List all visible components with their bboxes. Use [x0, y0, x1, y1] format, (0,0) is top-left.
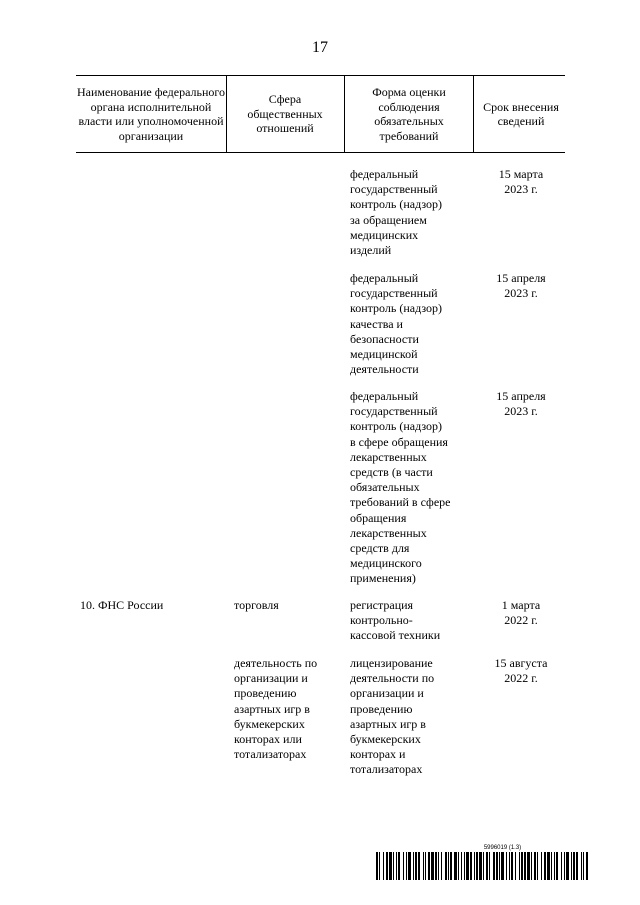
barcode-bar — [376, 852, 378, 880]
barcode-bar — [499, 852, 500, 880]
header-organization: Наименование федерального органа исполнительной власти или уполномоченной организации — [76, 85, 226, 143]
barcode-bar — [379, 852, 380, 880]
barcode-bar — [428, 852, 430, 880]
row-form: лицензирование деятельности по организации и проведению азартных игр в букмекерских конторах и тотализаторах — [350, 656, 435, 777]
header-sphere: Сфера общественных отношений — [247, 92, 323, 136]
barcode-bar — [586, 852, 588, 880]
barcode-bar — [519, 852, 520, 880]
barcode-bar — [541, 852, 542, 880]
row-form: федеральный государственный контроль (надзор) качества и безопасности медицинской деятельности — [350, 271, 442, 377]
barcode-bar — [464, 852, 465, 880]
barcode-bar — [408, 852, 411, 880]
barcode-bar — [493, 852, 495, 880]
barcode — [376, 845, 589, 885]
barcode-bar — [441, 852, 442, 880]
barcode-bar — [470, 852, 472, 880]
barcode-bar — [438, 852, 439, 880]
barcode-bar — [448, 852, 449, 880]
barcode-bar — [506, 852, 507, 880]
barcode-bar — [554, 852, 555, 880]
barcode-bar — [458, 852, 459, 880]
row-sphere: торговля — [234, 598, 279, 612]
barcode-bar — [509, 852, 510, 880]
row-form: федеральный государственный контроль (надзор) за обращением медицинских изделий — [350, 167, 442, 258]
barcode-bar — [496, 852, 498, 880]
barcode-bar — [564, 852, 565, 880]
barcode-bar — [396, 852, 397, 880]
header-assessment-form: Форма оценки соблюдения обязательных требований — [372, 85, 446, 143]
page-number: 17 — [312, 39, 328, 56]
table-header-bottom-rule — [76, 152, 565, 153]
barcode-bar — [476, 852, 478, 880]
barcode-bar — [445, 852, 447, 880]
barcode-bar — [474, 852, 475, 880]
barcode-bar — [571, 852, 572, 880]
row-date: 15 апреля 2023 г. — [496, 271, 546, 301]
barcode-bar — [566, 852, 569, 880]
barcode-bar — [403, 852, 404, 880]
barcode-bar — [524, 852, 526, 880]
row-organization: 10. ФНС России — [80, 598, 164, 612]
barcode-bar — [573, 852, 575, 880]
column-divider — [344, 75, 345, 153]
row-date: 15 апреля 2023 г. — [496, 389, 546, 419]
header-deadline: Срок внесения сведений — [483, 99, 559, 128]
barcode-bar — [551, 852, 552, 880]
barcode-bar — [454, 852, 457, 880]
barcode-bar — [431, 852, 434, 880]
barcode-bar — [576, 852, 578, 880]
barcode-caption: 5996019 (1.3) — [483, 845, 522, 851]
barcode-bar — [386, 852, 388, 880]
barcode-bar — [461, 852, 462, 880]
barcode-bar — [501, 852, 504, 880]
barcode-bar — [393, 852, 394, 880]
barcode-bar — [415, 852, 417, 880]
barcode-bar — [527, 852, 530, 880]
barcode-bar — [561, 852, 562, 880]
barcode-bar — [450, 852, 452, 880]
barcode-bar — [418, 852, 420, 880]
barcode-bar — [511, 852, 513, 880]
barcode-bar — [537, 852, 538, 880]
barcode-bar — [581, 852, 582, 880]
barcode-bar — [515, 852, 516, 880]
row-date: 15 августа 2022 г. — [494, 656, 548, 686]
barcode-bar — [583, 852, 584, 880]
barcode-bar — [486, 852, 488, 880]
barcode-bar — [479, 852, 482, 880]
barcode-bar — [544, 852, 546, 880]
barcode-bar — [389, 852, 392, 880]
row-form: регистрация контрольно- кассовой техники — [350, 598, 441, 643]
row-form: федеральный государственный контроль (надзор) в сфере обращения лекарственных средств (в части обязательных требований в сфере обращения лекарственных средств для медицинского применения) — [350, 389, 451, 586]
barcode-bar — [534, 852, 536, 880]
barcode-bar — [483, 852, 484, 880]
column-divider — [473, 75, 474, 153]
row-date: 1 марта 2022 г. — [501, 598, 541, 628]
column-divider — [226, 75, 227, 153]
barcode-bar — [435, 852, 437, 880]
barcode-bar — [547, 852, 550, 880]
barcode-bar — [406, 852, 407, 880]
barcode-bar — [383, 852, 384, 880]
barcode-bars — [376, 852, 589, 880]
barcode-bar — [423, 852, 424, 880]
barcode-bar — [531, 852, 532, 880]
barcode-bar — [425, 852, 426, 880]
row-date: 15 марта 2023 г. — [498, 167, 544, 197]
barcode-bar — [398, 852, 400, 880]
row-sphere: деятельность по организации и проведению азартных игр в букмекерских конторах или тотализаторах — [234, 656, 318, 762]
barcode-bar — [489, 852, 490, 880]
barcode-bar — [413, 852, 414, 880]
barcode-bar — [466, 852, 469, 880]
barcode-bar — [556, 852, 558, 880]
barcode-bar — [521, 852, 523, 880]
